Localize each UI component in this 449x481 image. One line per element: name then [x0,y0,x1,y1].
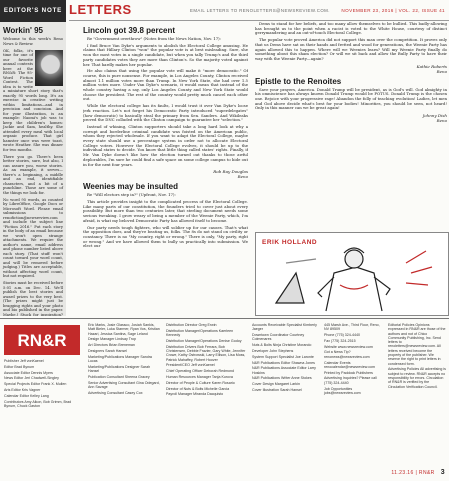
page-footer [300,469,445,476]
rnr-logo [4,325,80,355]
staff-entry: Chief Operating Officer Deborah Redmond [166,369,235,374]
staff-entry: Marketing/Publications Designer Sarah Hansel [88,364,151,374]
letter-byline [255,113,447,123]
staff-entry: President/CEO Jeff vonKaenel [166,363,215,368]
cartoonist-signature: ERIK HOLLAND [262,239,318,246]
staff-entry: Special Projects Editor Frank X. Mullen [4,382,67,387]
masthead-footer [0,318,449,481]
staff-entry: Downtown Coordinator Courtney Colmenares [252,333,305,342]
staff-list-4 [252,323,318,394]
staff-entry: Payroll Manager Miranda Dacquisto [166,392,224,397]
policy-entry: Advertising Policies All advertising is subject to review. RN&R accepts no responsibility for errors. Circulation of RN&R is verified by the Circulation Verification Council. [388,367,446,389]
staff-entry: N&R Publications Editor Shawna Jones [252,360,315,365]
staff-entry: Associate Editor Dennis Myers [4,370,53,375]
staff-entry: Editor Brad Bynum [4,364,35,369]
letter-paragraph: This article provides insight to the complicated process of the Electoral College. Like many parts of our constitution, the founders tried to cover just about every possibility. But more than two centuries later, that sterling document needs some serious tweaking. I grow weary of being a member of the Weenie Party, which, I'm afraid, is what my beloved Democratic Party has allowed itself to become. [83,198,248,223]
email-note: EMAIL LETTERS TO RENOLETTERS@NEWSREVIEW.COM. [190,8,330,13]
letter-author: Johnny Dish [422,113,447,119]
header-rule [69,20,449,21]
staff-entry: Eric Marks, Josie Glassco, Josiah Sankis, Matt Bieler, Luka Starmer, Ryan Vos, Kristian Hazari, Jessica Santina, Sage Leland [88,323,160,336]
staff-entry: Contributors Amy Alkon, Bob Grimm, Brad Bynum, Chuck Gaston [4,399,72,408]
letter-byline [83,169,248,179]
editors-note-paragraph: Stories must be received before 5:01 a.m. on Dec. 14. We'll publish the best stories and award prizes to the very best. (The prizes might just be bragging rights and your photo and bio published in the paper. Maybe.) Stuck for inspiration? [3,281,63,316]
staff-entry: System Support Specialist Joe Laronte [252,354,314,359]
staff-entry: N&R Publications Writer Anne Stokes [252,376,312,381]
editors-note-title: Workin' 95 [3,26,43,35]
staff-entry: Developer John Stephens [252,348,294,353]
letter-paragraph: Dems to stand for her beliefs, and too many allow themselves to be bullied. This badly-allowing has brought us to the point when a racist is voted to the White House, courtesy of distinct gerrymandering and an out-of-touch Electoral College. [255,22,447,36]
letter-title: Weenies may be insulted [83,182,178,192]
letters-column-1 [83,26,248,316]
staff-entry: Publisher Jeff vonKaenel [4,359,44,363]
staff-entry: Human Resources Manager Tanja Kurova [166,374,233,379]
contact-entry: Printed by Paddock Publishers [324,370,373,375]
contact-entry: Got a News Tip? renonews@newsreview.com [324,350,370,359]
staff-entry: Distribution Manager/Operations Kaerleen Kennedy [166,328,234,338]
issue-line: NOVEMBER 23, 2016 | VOL. 22, ISSUE 41 [341,8,445,13]
letter-paragraph: Our party needs tough fighters, who will soldier up for our causes. That's what the opposition does, and they're beating us, folks. The 8s do not stand on civility or constancy. There is no "My country, right or wrong." There is only, "My party, right or wrong." And we have allowed them to bully us practically into submission. We elect our [83,224,248,249]
letters-column-2 [255,22,447,232]
contact-entry: Phone (775) 324-4440 [324,333,360,338]
letter-paragraph: He also claims that using the popular vote will make it "more democratic." Of course, this is pure nonsense. For example, in Los Angeles County, Clinton received almost 1.1 million votes more than Trump. In New York State, she had over 1.5 million votes more. Under Van Dyke's scenario, it would mean that instead of the whole country having a say, only Los Angeles County and New York State would choose the president. The rest of the country would pretty much cancel each other out. [83,68,248,102]
letter-title: Epistle to the Renoites [255,76,342,86]
letter-paragraph: Instead of whining, Clinton supporters should take a long hard look at why a corrupt and borderline criminal candidate was foisted on the American public, whom they rejected wholesale. If you want to adapt the Electoral College, maybe every state should use a percentage system in order not to allocate Electoral College voters. However the Electoral College evolves, it should be up to the individual states to decide. You know that little thing called states' rights. Finally, if Mr. Van Dyke doesn't like how the election turned out thanks to those awful deplorables, I'm sure he could find a safe space on some college campus to hide out in for the next four years. [83,123,248,167]
staff-entry: Accounts Receivable Specialist Kimberly Jaeger [252,323,317,332]
contact-entry: Website www.newsreview.com [324,344,373,349]
page-label: 11.23.16 | RN&R [391,470,435,476]
letter-paragraph: The popular vote proved America did not support this man over the competition. It proves only that us Dems have sat on their hands and fretted and wood for generations, the Weenie Party has again allowed this to happen. Where will we Weenies learn? Will my Weenie Party finally do something about this sham election? Or will we sit back and allow the Bully Party to have their way with the Weenie Party—again? [255,37,447,61]
staff-entry: Advertising Consultant Casey Cox [88,390,143,395]
letter-location: Reno [237,174,248,180]
letter-paragraph: I find Bruce Van Dyke's arguments to abolish the Electoral College amusing. He claims that Hillary Clinton "won" the popular vote is at best misleading. Sure, she won the most votes in a single candidate, but when you tally Trump's and the third party candidates votes they are more than Clinton's. So the majority voted against her. That hardly makes her popular. [83,42,248,67]
letter-byline [255,64,447,74]
letter-location: Reno [436,118,447,124]
contact-entry: Job Opportunities jobs@newsreview.com [324,386,361,395]
staff-entry: Designers Sarah Hansel [88,348,127,353]
editors-note-paragraph: OK, folks, it's time for one of our favorite annual contests here at the RN&R: The 95-Word Fiction Contest. The idea is to write a miniature short story that's exactly 95 words long. It's an exercise in creative writing within limitations—and in precision and concision. And for your illustration, is an example: Naomi's job was to keep the children's homes: Jackie and Sam, healthy. She attended every meal with local organic produce. That girl hamster once was were toast, wrote Heather. She was dinner for two months. [3,48,63,152]
letter-title: Lincoln got 39.8 percent [83,26,176,35]
page-header [0,0,449,22]
staff-entry: Distribution Director Greg Erwin [166,323,217,327]
staff-entry: Senior Advertising Consultant Gina Odegard, Ann Savage [88,380,160,390]
staff-entry: Publication Consultant Sheena Gracey [88,374,150,379]
staff-entry: Cover Design Margaret Larkin [252,382,300,387]
staff-entry: Art Directors Brian Breneman [88,343,135,348]
editorial-cartoon [255,232,449,316]
contact-entry: Advertising Inquiries? Please call (775) 324-4440 [324,376,377,385]
letter-location: Reno [436,68,447,74]
editors-note-column [0,22,66,316]
staff-list-2 [88,323,160,397]
staff-list-1 [4,359,82,410]
letter-paragraph: Re "Will electors step in?" (Upfront, Nov. 17): [87,192,176,198]
policy-info [388,323,446,390]
editors-note-paragraph: There you go. There's been better stories, sure, but also, I can assure you, worse stories. As an example, it serves—there's a beginning, a middle and an end, identifiable characters, and a bit of a punchline. Those are some of the things we look for. [3,154,63,195]
contact-info [324,323,382,397]
staff-list-3 [166,323,246,398]
letter-paragraph: Re "Government overthrow" (Notes from the News Nation, Nov. 17): [87,36,221,41]
staff-entry: News Editor Jeri Chadwell-Singley [4,376,59,381]
contact-entry: Calendar Events renocalendar@newsreview.com [324,360,375,369]
staff-entry: Director of People & Culture Karen Rosario [166,380,235,385]
staff-entry: Marketing/Publications Manager Sandra Lucas [88,354,152,364]
contact-entry: 445 Marsh Ave., Third Floor, Reno, NV 89509 [324,323,380,332]
policy-entry: Editorial Policies Opinions expressed in RN&R are those of the authors and not of Chico Community Publishing, Inc. Send letters to renoletters@newsreview.com. All letters received become the property of the publisher. We reserve the right to print letters in condensed form. [388,323,446,366]
staff-entry: Director of Nuts & Bolts Michelle Garcia [166,386,230,391]
staff-entry: N&R Publications Associate Editor Larry Hoskins [252,366,316,375]
staff-entry: Calendar Editor Kelley Lang [4,393,49,398]
staff-entry: Cover Illustration Sarah Hansel [252,388,302,393]
staff-entry: Distribution Manager/Operations Denise Godoy [166,338,242,343]
staff-entry: Distribution Drivers Bob Ferrara, Bob Christensen, Debbie Frazier, Gary White, Jennifer Crowe, Kathy Ostrowski, Larry Ellison, Lisa Moss, Patrick Mahaffey, Robert Hoover [166,344,246,362]
staff-entry: Arts Editor Kris Vagner [4,387,41,392]
letter-author: Kathie Roberts [416,63,447,69]
letter-author: Rob Ray Douglas [213,169,248,175]
staff-entry: Design Manager Lindsay Trop [88,337,136,342]
contact-entry: Fax (775) 324-2515 [324,338,356,343]
editors-note-tag: EDITOR'S NOTE [0,0,66,22]
section-title: LETTERS [69,2,132,17]
masthead-logo-block [0,322,84,358]
letter-paragraph: Save your prayers, America. Donald Trump will be president, as is God's will. God almighty in his omniscience has always known Donald Trump would be POTUS. Donald Trump is the chosen one. Rejoice with your progressive rage! Abandon the folly of teaching evolution! Ladies, let men and God above decide what's best for your bodies! Minorities, you should be seen, not heard! Only in this manner can we be great again! [255,86,447,111]
svg-text:RN&R: RN&R [17,331,67,350]
editors-note-paragraph: Welcome to this week's Reno News & Review. [3,37,63,46]
editor-portrait [35,50,63,86]
editors-note-paragraph: No word 95 words, as counted by LibreOffice, Google Docs or Microsoft Word. Please email submissions to renofiction@newsreview.com and include the subject line "Fiction 2016." Put each story in the body of an email because we won't open strange attachments. We require the author's name, email address and phone number listed above each story. (That stuff won't count toward your word count, and will be removed before judging.) Titles are acceptable, without affecting word count, but not required. [3,197,63,278]
staff-entry: Nuts & Bolts Ninja Christine Morando [252,343,312,348]
page-number: 3 [440,469,445,476]
letter-paragraph: While the electoral college has its faults, I would trust it over Van Dyke's loose jerk reaction. Let's not forget his Democratic Party introduced "superdelegates" (how democratic) to basically steal the primary from Sen. Sanders. And Wikileaks proved the DNC colluded with the Clinton campaign to guarantee her "selection." [83,103,248,123]
